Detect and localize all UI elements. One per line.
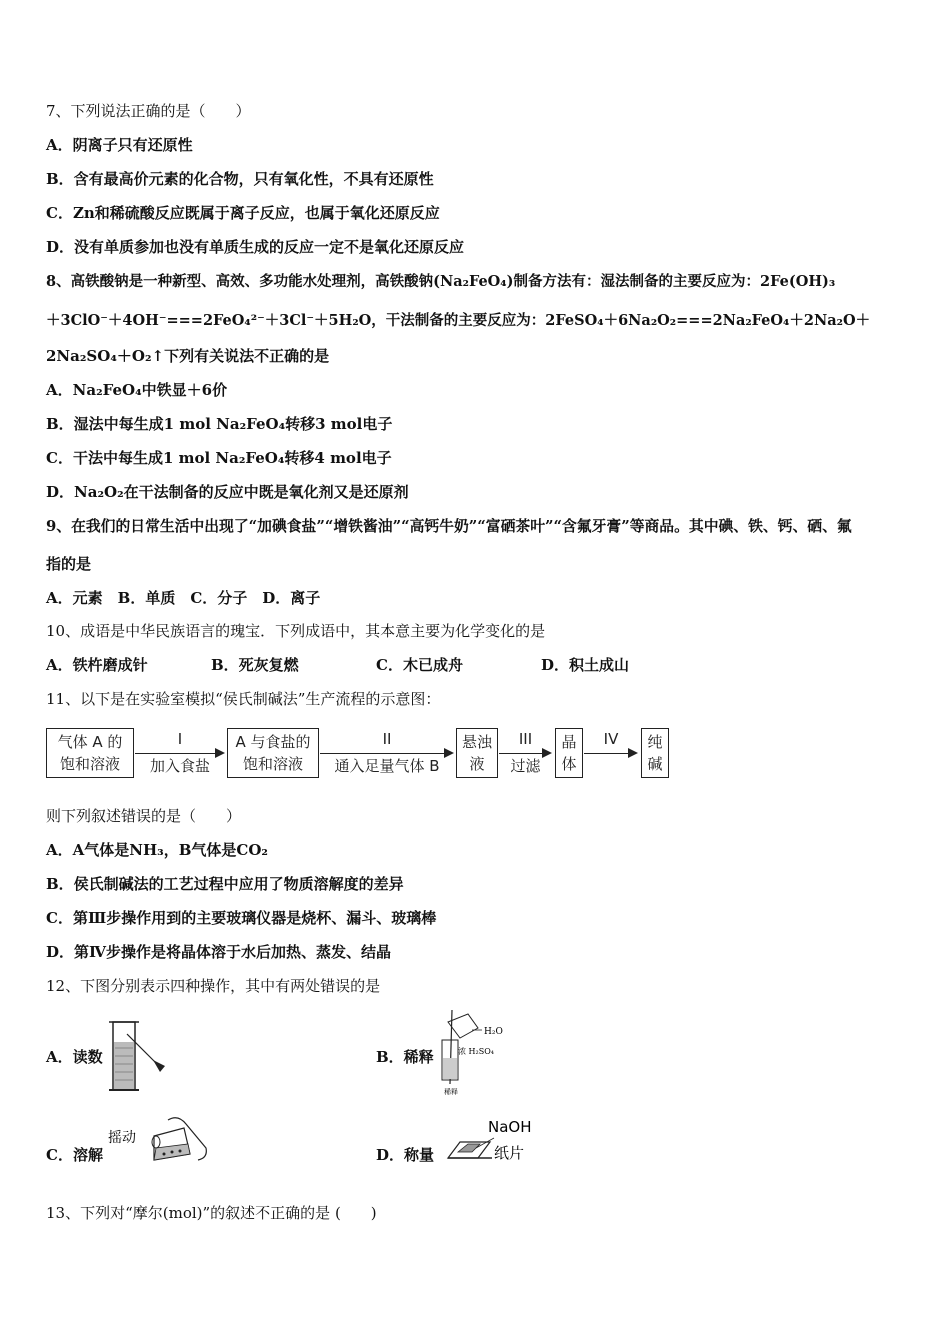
- q12-option-c: C．溶解: [46, 1146, 103, 1164]
- q8-stem-line3: 2Na₂SO₄＋O₂↑下列有关说法不正确的是: [46, 347, 330, 365]
- q8-stem-line1: 8、高铁酸钠是一种新型、高效、多功能水处理剂，高铁酸钠(Na₂FeO₄)制备方法有：湿法制备的主要反应为：2Fe(OH)₃: [46, 273, 836, 290]
- shake-label: 摇动: [108, 1130, 136, 1146]
- flow-step-number: I: [177, 730, 183, 748]
- q8-stem-line2: ＋3ClO⁻＋4OH⁻===2FeO₄²⁻＋3Cl⁻＋5H₂O，干法制备的主要反应为：2FeSO₄＋6Na₂O₂===2Na₂FeO₄＋2Na₂O＋: [46, 312, 871, 329]
- q10-stem: 10、成语是中华民族语言的瑰宝．下列成语中，其本意主要为化学变化的是: [46, 622, 546, 640]
- flow-box-text: 气体 A 的: [57, 733, 123, 751]
- q7-option-a: A．阴离子只有还原性: [46, 136, 193, 154]
- q7-option-d: D．没有单质参加也没有单质生成的反应一定不是氧化还原反应: [46, 238, 465, 256]
- q13-stem: 13、下列对“摩尔(mol)”的叙述不正确的是 ( ): [46, 1204, 377, 1222]
- flow-box-text: 体: [561, 755, 577, 773]
- graduated-cylinder-figure: [105, 1016, 170, 1096]
- q8-option-d: D．Na₂O₂在干法制备的反应中既是氧化剂又是还原剂: [46, 483, 409, 501]
- flow-box-text: 纯: [647, 733, 663, 751]
- q11-option-d: D．第Ⅳ步操作是将晶体溶于水后加热、蒸发、结晶: [46, 943, 392, 961]
- flow-box-soda: [641, 728, 669, 778]
- flow-box-suspension: [456, 728, 498, 778]
- q7-option-c: C．Zn和稀硫酸反应既属于离子反应，也属于氧化还原反应: [46, 204, 440, 222]
- acid-label: 浓 H₂SO₄: [458, 1047, 494, 1056]
- q9-stem-line2: 指的是: [46, 555, 92, 573]
- flow-box-text: 饱和溶液: [242, 755, 303, 773]
- naoh-label: NaOH: [488, 1118, 532, 1136]
- flow-box-text: A 与食盐的: [235, 733, 311, 751]
- q11-option-b: B．侯氏制碱法的工艺过程中应用了物质溶解度的差异: [46, 875, 404, 893]
- flow-box-text: 碱: [647, 755, 663, 773]
- flow-box-text: 液: [469, 755, 485, 773]
- flow-arrow-step3: [499, 728, 552, 776]
- q10-option-c: C．木已成舟: [376, 656, 463, 674]
- q11-option-c: C．第Ⅲ步操作用到的主要玻璃仪器是烧杯、漏斗、玻璃棒: [46, 909, 437, 927]
- q10-option-b: B．死灰复燃: [211, 656, 299, 674]
- q12-option-d: D．称量: [376, 1146, 435, 1164]
- flow-step-number: IV: [603, 730, 619, 748]
- q12-option-a: A．读数: [46, 1048, 103, 1066]
- q10-option-d: D．积土成山: [541, 656, 630, 674]
- flow-arrow-step1: [135, 728, 225, 776]
- dilution-figure: [438, 1006, 510, 1098]
- dissolving-figure: [106, 1114, 211, 1166]
- q8-option-a: A．Na₂FeO₄中铁显＋6价: [46, 381, 228, 399]
- flow-box-text: 晶: [561, 733, 577, 751]
- q7-option-b: B．含有最高价元素的化合物，只有氧化性，不具有还原性: [46, 170, 434, 188]
- flow-step-number: II: [382, 730, 392, 748]
- flow-step-text: 通入足量气体 B: [334, 757, 440, 775]
- weighing-figure: [446, 1114, 546, 1166]
- q12-stem: 12、下图分别表示四种操作，其中有两处错误的是: [46, 977, 381, 995]
- q9-stem-line1: 9、在我们的日常生活中出现了“加碘食盐”“增铁酱油”“高钙牛奶”“富硒茶叶”“含氟牙膏”等商品。其中碘、铁、钙、硒、氟: [46, 518, 852, 535]
- flow-box-a-salt: [227, 728, 319, 778]
- flow-step-number: III: [518, 730, 533, 748]
- flow-chart: [46, 724, 676, 782]
- q9-options: A．元素 B．单质 C．分子 D．离子: [46, 589, 321, 607]
- paper-label: 纸片: [494, 1144, 525, 1162]
- flow-box-text: 饱和溶液: [59, 755, 120, 773]
- q12-option-b: B．稀释: [376, 1048, 434, 1066]
- q11-stem2: 则下列叙述错误的是（ ）: [46, 807, 242, 825]
- q11-stem: 11、以下是在实验室模拟“侯氏制碱法”生产流程的示意图：: [46, 690, 441, 708]
- q8-option-c: C．干法中每生成1 mol Na₂FeO₄转移4 mol电子: [46, 449, 392, 467]
- h2o-label: H₂O: [484, 1027, 503, 1037]
- q10-option-a: A．铁杵磨成针: [46, 656, 148, 674]
- flow-arrow-step2: [320, 728, 454, 776]
- dilution-caption: 稀释: [444, 1088, 458, 1096]
- q7-stem: 7、下列说法正确的是（ ）: [46, 102, 251, 120]
- q8-option-b: B．湿法中每生成1 mol Na₂FeO₄转移3 mol电子: [46, 415, 393, 433]
- flow-box-crystal: [555, 728, 583, 778]
- flow-arrow-step4: [584, 728, 638, 776]
- q11-option-a: A．A气体是NH₃，B气体是CO₂: [46, 841, 268, 859]
- flow-step-text: 过滤: [510, 757, 541, 775]
- flow-step-text: 加入食盐: [149, 757, 210, 775]
- flow-box-gas-a: [46, 728, 134, 778]
- flow-box-text: 悬浊: [461, 733, 492, 751]
